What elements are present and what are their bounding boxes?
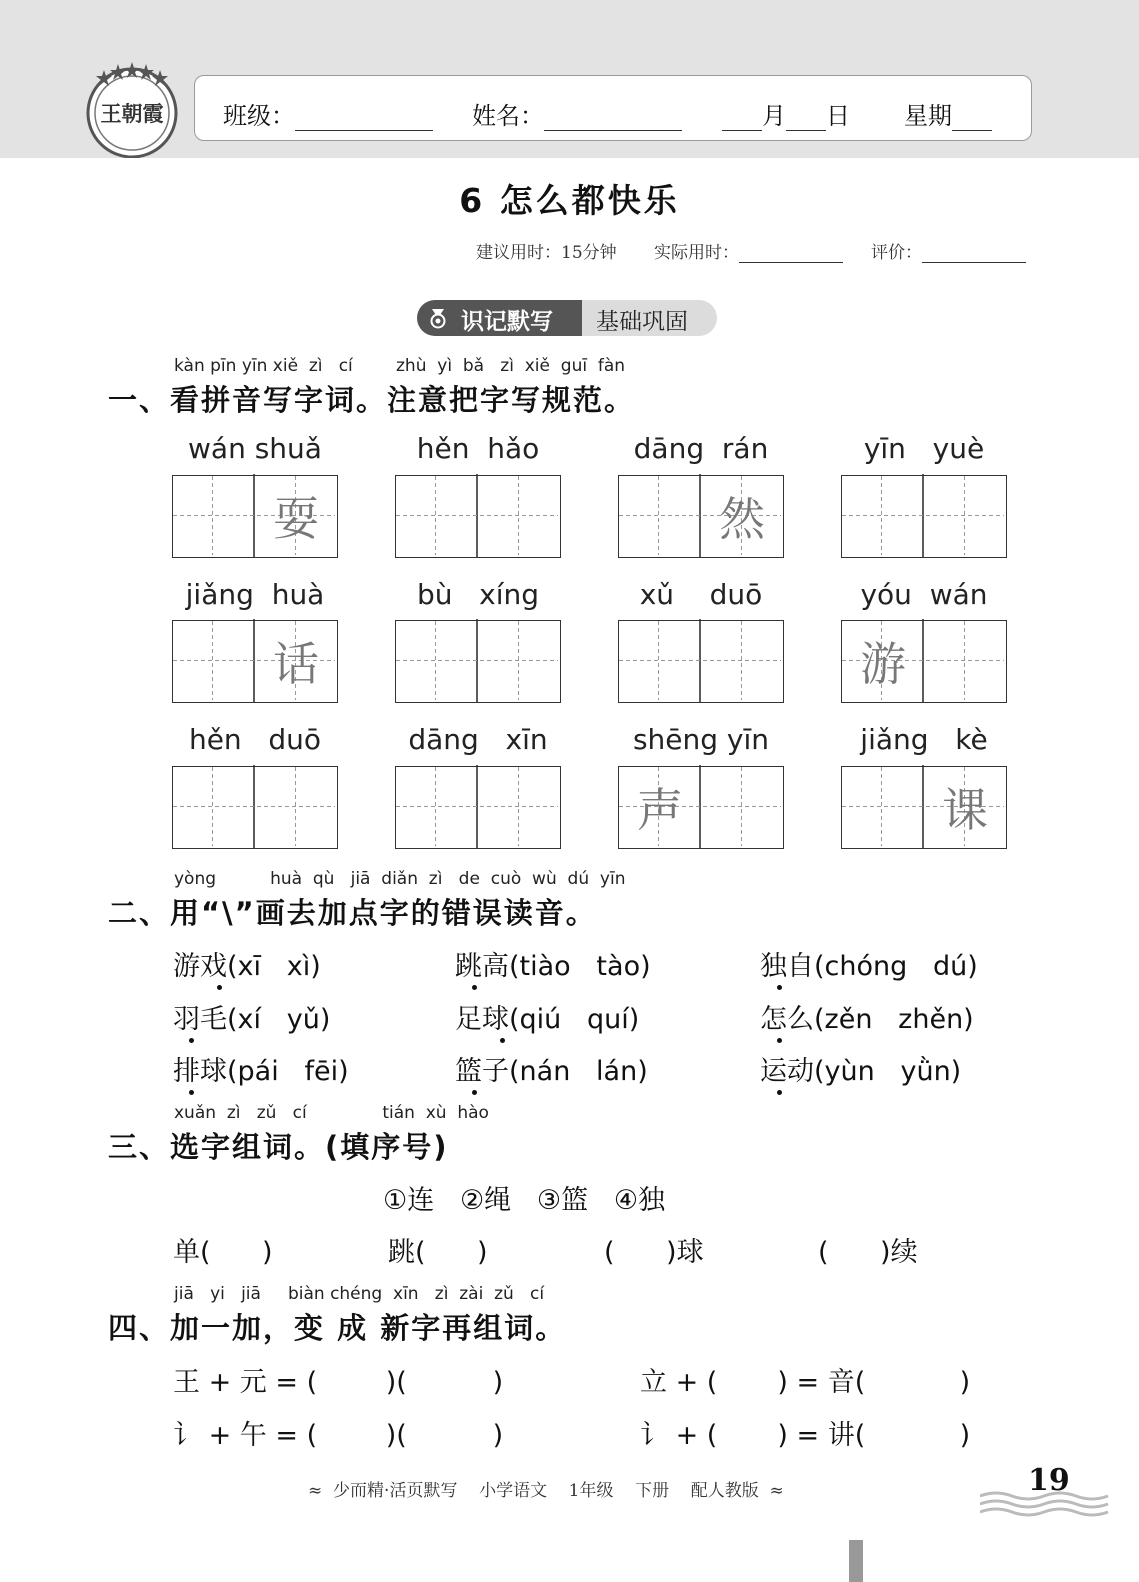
q4-equation[interactable]: 讠 + 午 = ( )( ) <box>173 1420 504 1451</box>
actual-time-label: 实际用时： <box>654 243 739 263</box>
q2-item[interactable]: 羽毛(xí yǔ) <box>173 1004 331 1035</box>
q1-char-cell[interactable]: 然 <box>719 492 765 546</box>
q1-char-cell[interactable]: 课 <box>942 783 988 837</box>
q1-writing-box[interactable] <box>172 766 338 849</box>
lesson-title: 6 怎么都快乐 <box>459 181 680 220</box>
q4-equation[interactable]: 讠 + ( ) = 讲( ) <box>640 1420 971 1451</box>
q1-char-cell[interactable] <box>173 476 255 556</box>
q1-word-pinyin: dāng xīn <box>408 723 548 756</box>
q1-char-cell[interactable]: 话 <box>273 637 319 691</box>
q2-item[interactable]: 跳高(tiào tào) <box>455 951 651 982</box>
q1-char-cell[interactable] <box>478 476 560 556</box>
q1-writing-box[interactable] <box>395 475 561 558</box>
month-label: 月 <box>762 102 786 130</box>
q1-char-cell[interactable] <box>173 621 255 701</box>
emphasis-dot <box>777 1038 782 1043</box>
q1-writing-box[interactable] <box>395 766 561 849</box>
q1-char-cell[interactable] <box>619 476 701 556</box>
q2-text: 二、用“\”画去加点字的错误读音。 <box>108 896 597 930</box>
emphasis-dot <box>189 1090 194 1095</box>
q1-writing-box[interactable] <box>618 620 784 703</box>
q1-char-cell[interactable] <box>478 767 560 847</box>
name-label: 姓名： <box>472 102 544 130</box>
q1-pinyin: kàn pīn yīn xiě zì cí zhù yì bǎ zì xiě guī fàn <box>174 356 626 376</box>
q1-char-cell[interactable] <box>173 767 255 847</box>
q1-word-pinyin: hěn duō <box>188 723 322 756</box>
q1-char-cell[interactable]: 游 <box>860 637 906 691</box>
emphasis-dot <box>472 985 477 990</box>
q1-char-cell[interactable]: 声 <box>637 783 683 837</box>
q1-word-pinyin: jiǎng kè <box>860 723 988 756</box>
q2-item[interactable]: 游戏(xī xì) <box>173 951 321 982</box>
logo-text: 王朝霞 <box>100 101 164 126</box>
footer-series: ≈ 少而精·活页默写 小学语文 1年级 下册 配人教版 ≈ <box>308 1481 784 1501</box>
q2-item[interactable]: 篮子(nán lán) <box>455 1056 648 1087</box>
emphasis-dot <box>777 985 782 990</box>
section-badge-secondary: 基础巩固 <box>596 309 688 335</box>
q3-options: ①连 ②绳 ③篮 ④独 <box>383 1185 666 1216</box>
q2-item[interactable]: 运动(yùn yǜn) <box>760 1056 962 1087</box>
edge-marker <box>849 1540 863 1582</box>
q1-char-cell[interactable] <box>701 767 783 847</box>
q1-char-cell[interactable] <box>396 621 478 701</box>
q1-char-cell[interactable] <box>619 621 701 701</box>
q1-word-pinyin: jiǎng huà <box>185 578 325 611</box>
q1-char-cell[interactable] <box>924 621 1006 701</box>
q1-writing-box[interactable] <box>395 620 561 703</box>
q4-equation[interactable]: 立 + ( ) = 音( ) <box>640 1367 971 1398</box>
q2-item[interactable]: 足球(qiú quí) <box>455 1004 640 1035</box>
q1-writing-box[interactable] <box>841 766 1007 849</box>
day-label: 日 <box>826 102 850 130</box>
q1-word-pinyin: hěn hǎo <box>416 432 540 465</box>
q1-word-pinyin: yīn yuè <box>863 432 985 465</box>
section-badge <box>417 300 717 336</box>
q2-item[interactable]: 怎么(zěn zhěn) <box>760 1004 974 1035</box>
q1-char-cell[interactable] <box>396 476 478 556</box>
q4-pinyin: jiā yi jiā biàn chéng xīn zì zài zǔ cí <box>174 1284 545 1304</box>
q1-writing-box[interactable] <box>841 475 1007 558</box>
q1-word-pinyin: wán shuǎ <box>188 432 322 465</box>
q3-blank[interactable]: ( )球 <box>604 1237 704 1268</box>
name-field[interactable] <box>472 96 682 131</box>
week-label: 星期 <box>904 102 952 130</box>
q1-writing-box[interactable] <box>618 475 784 558</box>
q1-writing-box[interactable] <box>172 475 338 558</box>
page-number: 19 <box>1028 1463 1070 1498</box>
q1-word-pinyin: xǔ duō <box>639 578 763 611</box>
actual-time-field[interactable] <box>654 238 843 263</box>
emphasis-dot <box>777 1090 782 1095</box>
q1-writing-box[interactable] <box>172 620 338 703</box>
date-field[interactable] <box>722 96 850 131</box>
q1-char-cell[interactable] <box>842 767 924 847</box>
section-badge-primary: 识记默写 <box>461 309 553 335</box>
suggested-time: 建议用时：15分钟 <box>476 243 617 263</box>
rating-label: 评价： <box>871 243 922 263</box>
q1-writing-box[interactable] <box>618 766 784 849</box>
q1-char-cell[interactable]: 耍 <box>273 492 319 546</box>
q1-text: 一、看拼音写字词。注意把字写规范。 <box>108 383 636 417</box>
q1-char-cell[interactable] <box>842 476 924 556</box>
q4-text: 四、加一加，变 成 新字再组词。 <box>108 1311 567 1345</box>
q4-equation[interactable]: 王 + 元 = ( )( ) <box>173 1367 504 1398</box>
q3-blank[interactable]: ( )续 <box>818 1237 918 1268</box>
emphasis-dot <box>189 1038 194 1043</box>
q1-writing-box[interactable] <box>841 620 1007 703</box>
q1-word-pinyin: bù xíng <box>416 578 540 611</box>
q2-item[interactable]: 排球(pái fēi) <box>173 1056 349 1087</box>
emphasis-dot <box>500 1038 505 1043</box>
weekday-field[interactable] <box>904 96 992 131</box>
q1-char-cell[interactable] <box>924 476 1006 556</box>
q2-item[interactable]: 独自(chóng dú) <box>760 951 978 982</box>
q1-char-cell[interactable] <box>701 621 783 701</box>
q3-blank[interactable]: 单( ) <box>173 1237 273 1268</box>
q3-text: 三、选字组词。(填序号) <box>108 1130 449 1164</box>
q3-blank[interactable]: 跳( ) <box>388 1237 488 1268</box>
wave-decoration <box>980 1488 1110 1524</box>
logo <box>84 58 180 158</box>
medal-icon <box>427 307 449 329</box>
q1-word-pinyin: yóu wán <box>860 578 988 611</box>
rating-field[interactable] <box>871 238 1026 263</box>
class-field[interactable] <box>223 96 433 131</box>
emphasis-dot <box>472 1090 477 1095</box>
class-label: 班级： <box>223 102 295 130</box>
q1-char-cell[interactable] <box>478 621 560 701</box>
emphasis-dot <box>217 985 222 990</box>
q1-word-pinyin: shēng yīn <box>632 723 770 756</box>
q1-char-cell[interactable] <box>255 767 337 847</box>
q1-word-pinyin: dāng rán <box>633 432 769 465</box>
q2-pinyin: yòng huà qù jiā diǎn zì de cuò wù dú yīn <box>174 869 626 889</box>
q3-pinyin: xuǎn zì zǔ cí tián xù hào <box>174 1103 489 1123</box>
q1-char-cell[interactable] <box>396 767 478 847</box>
